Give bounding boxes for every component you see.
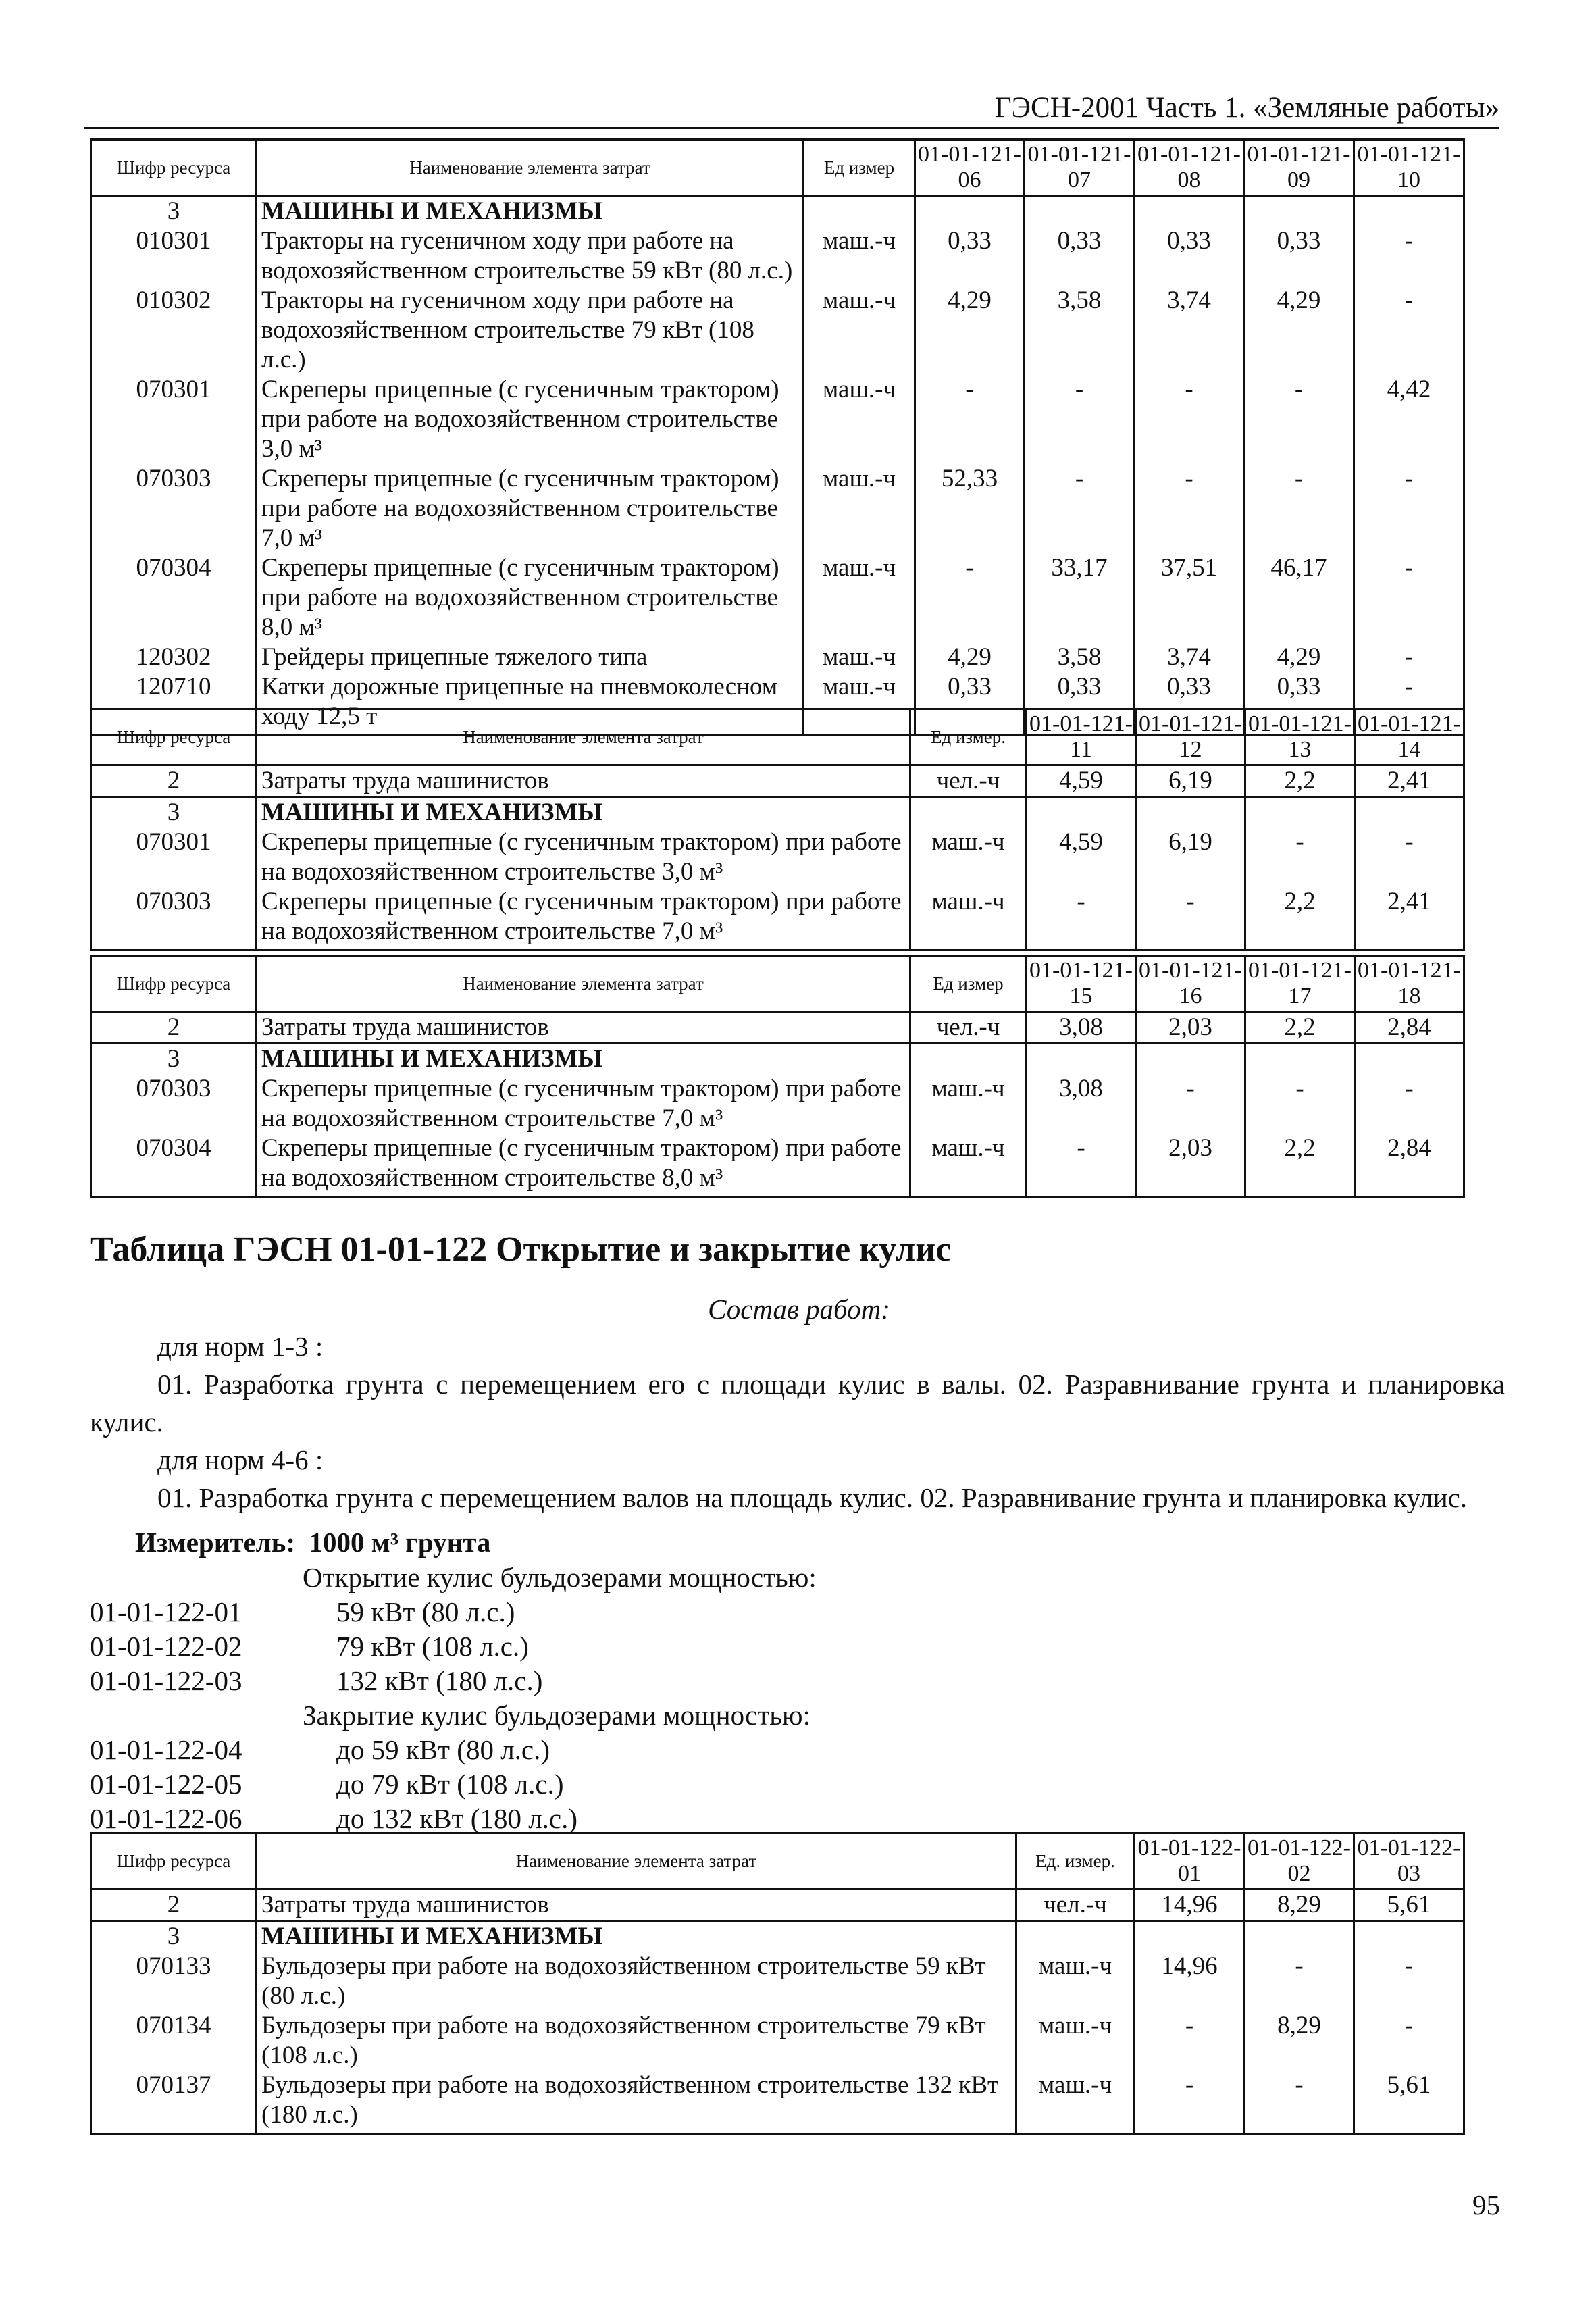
resource-name: Тракторы на гусеничном ходу при работе на водохозяйственном строительстве 79 кВт (108 л.с.) [257, 286, 804, 375]
norm-value: - [1354, 642, 1464, 672]
norm-value: - [1354, 2011, 1464, 2070]
norm-desc: 132 кВт (180 л.с.) [336, 1665, 543, 1696]
norm-value: - [1135, 464, 1244, 553]
norm-value: - [915, 553, 1025, 642]
resource-code: 070301 [91, 375, 257, 464]
norm-value: 4,42 [1354, 375, 1464, 464]
unit-cell: чел.-ч [910, 1012, 1027, 1044]
resource-table-121-11-14 [90, 708, 1465, 951]
unit-cell: маш.-ч [910, 828, 1027, 887]
resource-name: Тракторы на гусеничном ходу при работе на водохозяйственном строительстве 59 кВт (80 л.с.) [257, 226, 804, 286]
resource-code: 120302 [91, 642, 257, 672]
col-header-name: Наименование элемента затрат [257, 1833, 1016, 1889]
norm-value [1245, 1921, 1354, 1952]
running-header: ГЭСН-2001 Часть 1. «Земляные работы» [994, 92, 1499, 124]
norm-value: - [1245, 1952, 1354, 2011]
norm-code: 01-01-122-01 [90, 1596, 242, 1627]
resource-name: Скреперы прицепные (с гусеничным трактором) при работе на водохозяйственном строительстве 7,0 м³ [257, 887, 910, 950]
norm-value: - [1135, 2070, 1245, 2134]
table-row [91, 226, 1464, 286]
norm-value [1025, 196, 1135, 227]
section-heading: МАШИНЫ И МЕХАНИЗМЫ [257, 196, 804, 227]
table-row [91, 2011, 1464, 2070]
unit-cell: маш.-ч [1016, 2011, 1135, 2070]
resource-code: 3 [91, 1921, 257, 1952]
col-header-code: Шифр ресурса [91, 140, 257, 196]
norm-value: - [1245, 828, 1355, 887]
col-header-norm: 01-01-121-13 [1245, 709, 1355, 765]
col-header-norm: 01-01-121-10 [1354, 140, 1464, 196]
norm-value: 4,59 [1027, 765, 1136, 797]
norm-value [1355, 797, 1464, 828]
norm-value: - [1354, 1952, 1464, 2011]
norm-value [1027, 797, 1136, 828]
resource-code: 070303 [91, 464, 257, 553]
norm-value: 0,33 [1025, 226, 1135, 286]
resource-name: Бульдозеры при работе на водохозяйственном строительстве 59 кВт (80 л.с.) [257, 1952, 1016, 2011]
unit-cell: маш.-ч [804, 375, 915, 464]
resource-code: 3 [91, 196, 257, 227]
resource-name: Скреперы прицепные (с гусеничным трактором) при работе на водохозяйственном строительстве 8,0 м³ [257, 553, 804, 642]
norm-value: 0,33 [1244, 672, 1354, 736]
norm-value: 8,29 [1245, 1889, 1354, 1921]
table-title: Таблица ГЭСН 01-01-122 Открытие и закрытие кулис [90, 1230, 952, 1269]
col-header-norm: 01-01-122-02 [1245, 1833, 1354, 1889]
norm-value: 3,58 [1025, 286, 1135, 375]
table-row [91, 1074, 1464, 1134]
resource-name: Скреперы прицепные (с гусеничным трактором) при работе на водохозяйственном строительстве 7,0 м³ [257, 464, 804, 553]
table-row [91, 1044, 1464, 1075]
norm-value: 4,29 [915, 642, 1025, 672]
norm-value: 2,41 [1355, 887, 1464, 950]
col-header-code: Шифр ресурса [91, 956, 257, 1012]
table-row [91, 553, 1464, 642]
norm-value [1135, 196, 1244, 227]
norm-value: 3,08 [1027, 1074, 1136, 1134]
section-heading: МАШИНЫ И МЕХАНИЗМЫ [257, 1044, 910, 1075]
close-heading: Закрытие кулис бульдозерами мощностью: [303, 1700, 810, 1731]
table-row [91, 286, 1464, 375]
unit-cell [804, 196, 915, 227]
norm-value [915, 196, 1025, 227]
norm-value [1027, 1044, 1136, 1075]
resource-code: 120710 [91, 672, 257, 736]
table-header-row [91, 709, 1464, 765]
norm-value [1245, 1044, 1355, 1075]
norm-value: 6,19 [1136, 828, 1245, 887]
col-header-norm: 01-01-121-07 [1025, 140, 1135, 196]
col-header-name: Наименование элемента затрат [257, 140, 804, 196]
table-header-row [91, 140, 1464, 196]
resource-code: 3 [91, 1044, 257, 1075]
norm-value: 2,2 [1245, 1134, 1355, 1197]
col-header-norm: 01-01-121-09 [1244, 140, 1354, 196]
table-row [91, 1952, 1464, 2011]
unit-cell [910, 1044, 1027, 1075]
norm-value: 4,29 [1244, 286, 1354, 375]
resource-code: 3 [91, 797, 257, 828]
resource-name: Скреперы прицепные (с гусеничным трактором) при работе на водохозяйственном строительстве 7,0 м³ [257, 1074, 910, 1134]
norm-value: - [1136, 1074, 1245, 1134]
norm-value: 2,41 [1355, 765, 1464, 797]
resource-name: Катки дорожные прицепные на пневмоколесном ходу 12,5 т [257, 672, 804, 736]
col-header-norm: 01-01-121-15 [1027, 956, 1136, 1012]
norm-value: 5,61 [1354, 2070, 1464, 2134]
norm-value: - [1245, 2070, 1354, 2134]
table-row [91, 464, 1464, 553]
header-rule [84, 127, 1499, 129]
norm-value: - [1135, 375, 1244, 464]
resource-code: 070133 [91, 1952, 257, 2011]
norm-value: 4,29 [915, 286, 1025, 375]
norm-value: - [1244, 375, 1354, 464]
norm-value: - [1244, 464, 1354, 553]
norm-value: - [1355, 1074, 1464, 1134]
norm-code: 01-01-122-04 [90, 1734, 242, 1765]
norm-value: 14,96 [1135, 1889, 1245, 1921]
unit-cell: маш.-ч [910, 887, 1027, 950]
col-header-norm: 01-01-121-12 [1136, 709, 1245, 765]
norm-value: 6,19 [1136, 765, 1245, 797]
norm-value [1136, 797, 1245, 828]
norm-value [1355, 1044, 1464, 1075]
norm-desc: 59 кВт (80 л.с.) [336, 1596, 515, 1627]
norm-value: 2,2 [1245, 765, 1355, 797]
section-heading: МАШИНЫ И МЕХАНИЗМЫ [257, 1921, 1016, 1952]
norm-value: 2,2 [1245, 887, 1355, 950]
norm-value: - [1354, 226, 1464, 286]
open-heading: Открытие кулис бульдозерами мощностью: [303, 1562, 817, 1593]
table-row [91, 196, 1464, 227]
norms-1-3-label: для норм 1-3 : [157, 1331, 324, 1362]
norm-desc: 79 кВт (108 л.с.) [336, 1631, 529, 1662]
norm-value: - [1354, 553, 1464, 642]
norm-code: 01-01-122-05 [90, 1769, 242, 1800]
col-header-unit: Ед. измер. [1016, 1833, 1135, 1889]
col-header-code: Шифр ресурса [91, 709, 257, 765]
norm-value: 0,33 [915, 672, 1025, 736]
norm-value: - [1355, 828, 1464, 887]
col-header-unit: Ед измер. [910, 709, 1027, 765]
col-header-norm: 01-01-121-06 [915, 140, 1025, 196]
resource-name: Бульдозеры при работе на водохозяйственном строительстве 132 кВт (180 л.с.) [257, 2070, 1016, 2134]
col-header-norm: 01-01-121-18 [1355, 956, 1464, 1012]
resource-code: 070304 [91, 553, 257, 642]
table-row [91, 1889, 1464, 1921]
resource-name: Скреперы прицепные (с гусеничным трактором) при работе на водохозяйственном строительстве 3,0 м³ [257, 375, 804, 464]
col-header-code: Шифр ресурса [91, 1833, 257, 1889]
norm-code: 01-01-122-02 [90, 1631, 242, 1662]
resource-table-121-06-10 [90, 138, 1465, 736]
norm-value: - [1027, 887, 1136, 950]
norm-value: 0,33 [915, 226, 1025, 286]
norm-value: 3,58 [1025, 642, 1135, 672]
resource-name: Затраты труда машинистов [257, 765, 910, 797]
norm-value: 14,96 [1135, 1952, 1245, 2011]
norm-value: 37,51 [1135, 553, 1244, 642]
norm-value: - [1245, 1074, 1355, 1134]
unit-cell: маш.-ч [804, 672, 915, 736]
norms-1-3-text: 01. Разработка грунта с перемещением его с площади кулис в валы. 02. Разравнивание грунта и планировка кулис. [90, 1369, 1505, 1438]
norm-value: - [1027, 1134, 1136, 1197]
col-header-norm: 01-01-121-14 [1355, 709, 1464, 765]
resource-code: 2 [91, 765, 257, 797]
unit-cell: маш.-ч [804, 464, 915, 553]
norm-value: 2,84 [1355, 1012, 1464, 1044]
norm-value: 0,33 [1244, 226, 1354, 286]
norm-value: 0,33 [1135, 226, 1244, 286]
table-row [91, 828, 1464, 887]
unit-cell [910, 797, 1027, 828]
table-header-row [91, 956, 1464, 1012]
col-header-name: Наименование элемента затрат [257, 956, 910, 1012]
norm-value: 4,59 [1027, 828, 1136, 887]
unit-cell: маш.-ч [910, 1074, 1027, 1134]
resource-code: 010301 [91, 226, 257, 286]
table-row [91, 887, 1464, 950]
norm-code: 01-01-122-03 [90, 1665, 242, 1696]
norm-value [1135, 1921, 1245, 1952]
resource-code: 070134 [91, 2011, 257, 2070]
resource-name: Скреперы прицепные (с гусеничным трактором) при работе на водохозяйственном строительстве 3,0 м³ [257, 828, 910, 887]
measure-unit-value: 1000 м³ грунта [309, 1527, 491, 1558]
unit-cell [1016, 1921, 1135, 1952]
table-row [91, 797, 1464, 828]
page-number: 95 [1472, 2189, 1500, 2220]
table-row [91, 1921, 1464, 1952]
norm-value [1354, 1921, 1464, 1952]
norm-value: - [1354, 286, 1464, 375]
resource-code: 070137 [91, 2070, 257, 2134]
unit-cell: маш.-ч [1016, 1952, 1135, 2011]
norm-value: - [1025, 375, 1135, 464]
norm-value: 2,2 [1245, 1012, 1355, 1044]
norm-value [1244, 196, 1354, 227]
resource-name: Затраты труда машинистов [257, 1012, 910, 1044]
norm-value: - [1354, 672, 1464, 736]
resource-code: 070303 [91, 887, 257, 950]
col-header-norm: 01-01-121-11 [1027, 709, 1136, 765]
norm-value: - [1025, 464, 1135, 553]
norm-value: 52,33 [915, 464, 1025, 553]
col-header-norm: 01-01-122-01 [1135, 1833, 1245, 1889]
norm-desc: до 59 кВт (80 л.с.) [336, 1734, 550, 1765]
norm-value [1354, 196, 1464, 227]
section-heading: МАШИНЫ И МЕХАНИЗМЫ [257, 797, 910, 828]
resource-name: Грейдеры прицепные тяжелого типа [257, 642, 804, 672]
resource-name: Бульдозеры при работе на водохозяйственном строительстве 79 кВт (108 л.с.) [257, 2011, 1016, 2070]
table-row [91, 642, 1464, 672]
norm-desc: до 79 кВт (108 л.с.) [336, 1769, 564, 1800]
table-row [91, 765, 1464, 797]
resource-code: 2 [91, 1012, 257, 1044]
norm-value: - [1135, 2011, 1245, 2070]
col-header-unit: Ед измер [910, 956, 1027, 1012]
table-row [91, 1012, 1464, 1044]
norms-4-6-label: для норм 4-6 : [157, 1444, 324, 1475]
col-header-norm: 01-01-121-08 [1135, 140, 1244, 196]
norm-value [1136, 1044, 1245, 1075]
resource-name: Скреперы прицепные (с гусеничным трактором) при работе на водохозяйственном строительстве 8,0 м³ [257, 1134, 910, 1197]
norm-value: 3,74 [1135, 642, 1244, 672]
resource-table-121-15-18 [90, 955, 1465, 1198]
table-header-row [91, 1833, 1464, 1889]
norm-value: - [915, 375, 1025, 464]
resource-code: 070303 [91, 1074, 257, 1134]
table-row [91, 375, 1464, 464]
measure-unit [135, 1523, 490, 1561]
unit-cell: маш.-ч [804, 286, 915, 375]
resource-code: 010302 [91, 286, 257, 375]
norm-value: 0,33 [1135, 672, 1244, 736]
unit-cell: маш.-ч [804, 553, 915, 642]
resource-name: Затраты труда машинистов [257, 1889, 1016, 1921]
unit-cell: маш.-ч [804, 226, 915, 286]
resource-code: 2 [91, 1889, 257, 1921]
col-header-norm: 01-01-121-16 [1136, 956, 1245, 1012]
norms-4-6-text: 01. Разработка грунта с перемещением валов на площадь кулис. 02. Разравнивание грунта и планировка кулис. [157, 1482, 1468, 1513]
norm-value: 4,29 [1244, 642, 1354, 672]
resource-code: 070301 [91, 828, 257, 887]
col-header-name: Наименование элемента затрат [257, 709, 910, 765]
norm-value [1245, 797, 1355, 828]
norm-value: 3,08 [1027, 1012, 1136, 1044]
col-header-norm: 01-01-121-17 [1245, 956, 1355, 1012]
measure-unit-label: Измеритель: [135, 1527, 296, 1558]
unit-cell: чел.-ч [910, 765, 1027, 797]
unit-cell: маш.-ч [910, 1134, 1027, 1197]
col-header-norm: 01-01-122-03 [1354, 1833, 1464, 1889]
norm-value: 2,84 [1355, 1134, 1464, 1197]
norm-code: 01-01-122-06 [90, 1803, 242, 1834]
work-composition-heading: Состав работ: [708, 1294, 890, 1325]
norm-value: - [1354, 464, 1464, 553]
resource-code: 070304 [91, 1134, 257, 1197]
col-header-unit: Ед измер [804, 140, 915, 196]
table-row [91, 2070, 1464, 2134]
table-row [91, 1134, 1464, 1197]
unit-cell: чел.-ч [1016, 1889, 1135, 1921]
norm-value: 2,03 [1136, 1134, 1245, 1197]
norm-value: 46,17 [1244, 553, 1354, 642]
norm-value: - [1136, 887, 1245, 950]
unit-cell: маш.-ч [804, 642, 915, 672]
norm-value: 5,61 [1354, 1889, 1464, 1921]
norm-value: 33,17 [1025, 553, 1135, 642]
unit-cell: маш.-ч [1016, 2070, 1135, 2134]
norm-value: 3,74 [1135, 286, 1244, 375]
norm-desc: до 132 кВт (180 л.с.) [336, 1803, 578, 1834]
norm-value: 8,29 [1245, 2011, 1354, 2070]
norm-value: 0,33 [1025, 672, 1135, 736]
resource-table-122-01-03 [90, 1832, 1465, 2135]
norm-value: 2,03 [1136, 1012, 1245, 1044]
